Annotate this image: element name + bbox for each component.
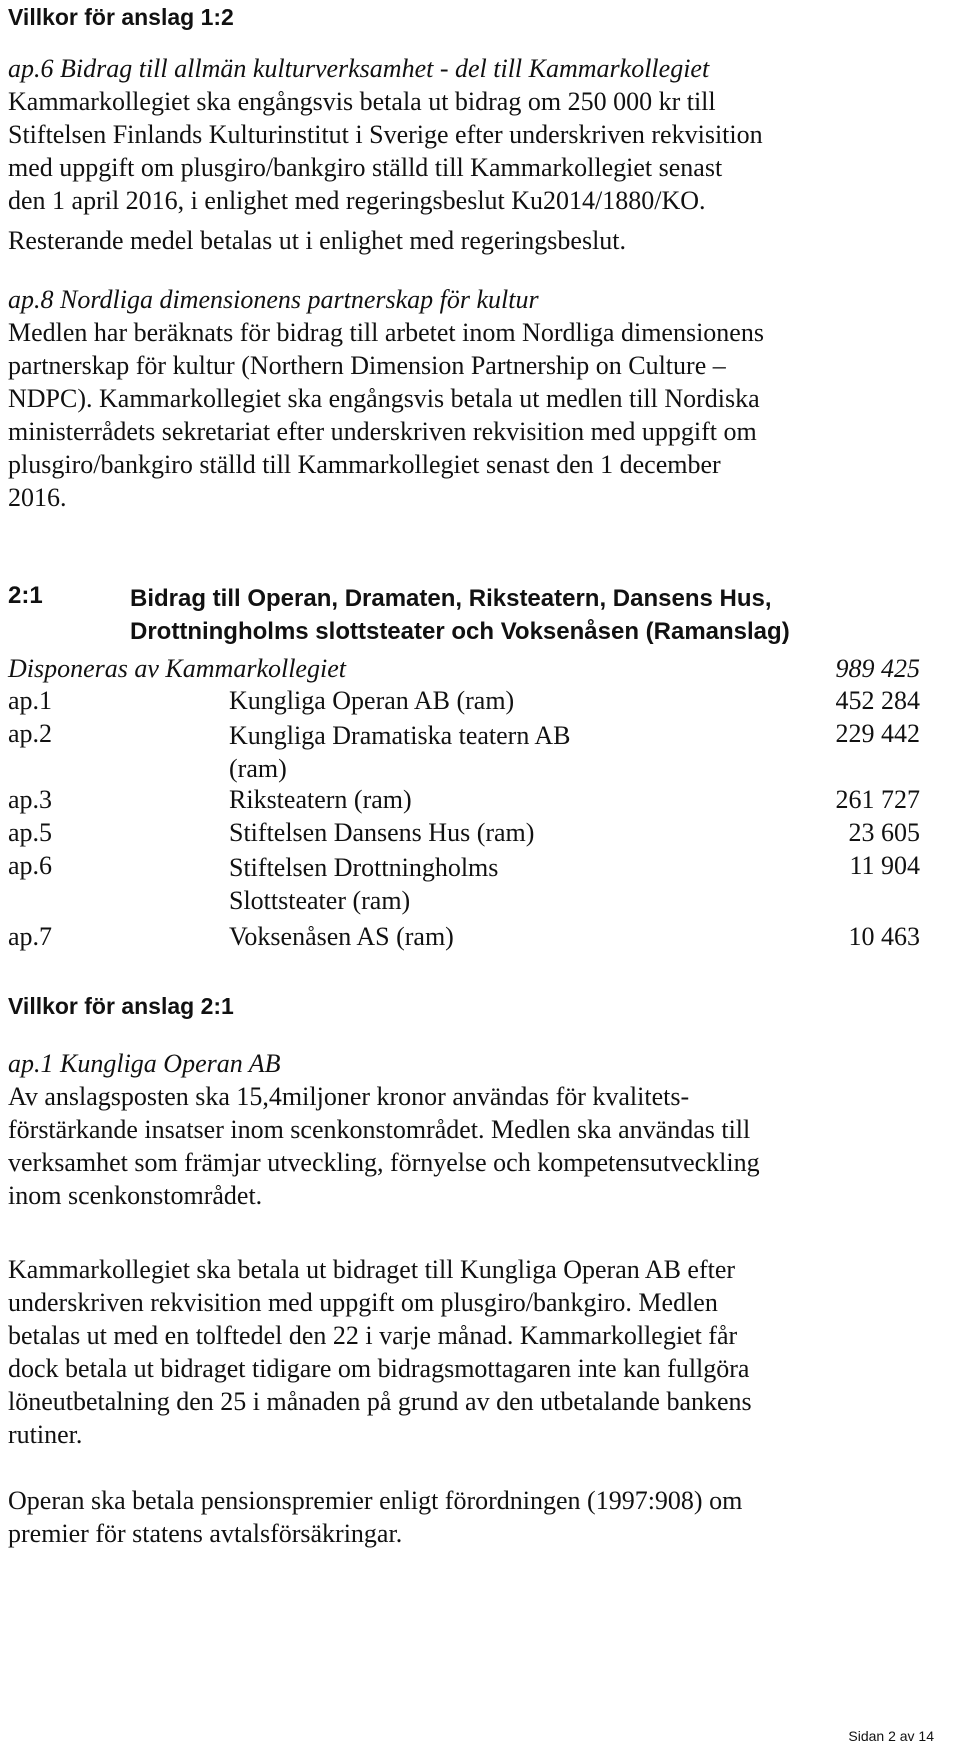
table-row: [8, 785, 920, 819]
row-name: [229, 719, 571, 785]
row-name-line: Stiftelsen Drottningholms: [229, 853, 499, 882]
section-heading-2-1: Villkor för anslag 2:1: [8, 993, 234, 1019]
disposer-label: Disponeras av Kammarkollegiet: [8, 654, 346, 683]
para3-block: [8, 1484, 742, 1550]
ap8-line: Medlen har beräknats för bidrag till arbetet inom Nordliga dimensionens: [8, 318, 764, 347]
table-row: [8, 818, 920, 852]
ap6-line: Kammarkollegiet ska engångsvis betala ut bidrag om 250 000 kr till: [8, 87, 716, 116]
row-code: ap.6: [8, 851, 53, 880]
ap6-line: Stiftelsen Finlands Kulturinstitut i Sverige efter underskriven rekvisition: [8, 120, 763, 149]
ap6-title: ap.6 Bidrag till allmän kulturverksamhet - del till Kammarkollegiet: [8, 54, 710, 83]
table-row: [8, 922, 920, 956]
ap8-title: ap.8 Nordliga dimensionens partnerskap för kultur: [8, 285, 539, 314]
table-row: [8, 851, 920, 917]
para1-line: Av anslagsposten ska 15,4miljoner kronor användas för kvalitets-: [8, 1082, 690, 1111]
row-name: Riksteatern (ram): [229, 785, 412, 814]
ap1-block: [8, 1047, 760, 1212]
row-code: ap.3: [8, 785, 53, 814]
row-name: Voksenåsen AS (ram): [229, 922, 454, 951]
ap8-line: NDPC). Kammarkollegiet ska engångsvis betala ut medlen till Nordiska: [8, 384, 760, 413]
appropriation-title-line: Bidrag till Operan, Dramaten, Riksteatern, Dansens Hus,: [130, 585, 772, 612]
row-name-line: (ram): [229, 754, 287, 783]
page-number: Sidan 2 av 14: [848, 1728, 934, 1744]
appropriation-title: [130, 582, 790, 648]
table-row: [8, 719, 920, 785]
row-code: ap.2: [8, 719, 53, 748]
row-name-line: Kungliga Dramatiska teatern AB: [229, 721, 571, 750]
ap8-line: ministerrådets sekretariat efter underskriven rekvisition med uppgift om: [8, 417, 757, 446]
row-name: [229, 851, 498, 917]
disposer-amount: 989 425: [835, 654, 920, 683]
row-name: Kungliga Operan AB (ram): [229, 686, 515, 715]
row-name: Stiftelsen Dansens Hus (ram): [229, 818, 535, 847]
row-amount: 10 463: [848, 922, 920, 951]
row-amount: 229 442: [835, 719, 920, 748]
para2-block: [8, 1253, 752, 1451]
para1-line: verksamhet som främjar utveckling, förnyelse och kompetensutveckling: [8, 1148, 760, 1177]
ap1-title: ap.1 Kungliga Operan AB: [8, 1049, 281, 1078]
row-code: ap.5: [8, 818, 53, 847]
para1-line: inom scenkonstområdet.: [8, 1181, 263, 1210]
para3-line: premier för statens avtalsförsäkringar.: [8, 1519, 403, 1548]
row-amount: 23 605: [848, 818, 920, 847]
disposer-row: [8, 654, 920, 688]
row-amount: 452 284: [835, 686, 920, 715]
para2-line: dock betala ut bidraget tidigare om bidragsmottagaren inte kan fullgöra: [8, 1354, 750, 1383]
para2-line: betalas ut med en tolftedel den 22 i varje månad. Kammarkollegiet får: [8, 1321, 738, 1350]
ap8-line: partnerskap för kultur (Northern Dimension Partnership on Culture –: [8, 351, 726, 380]
row-name-line: Slottsteater (ram): [229, 886, 411, 915]
section-heading-1-2: Villkor för anslag 1:2: [8, 4, 234, 30]
table-row: [8, 686, 920, 720]
row-code: ap.1: [8, 686, 53, 715]
ap6-line: den 1 april 2016, i enlighet med regeringsbeslut Ku2014/1880/KO.: [8, 186, 706, 215]
para2-line: löneutbetalning den 25 i månaden på grund av den utbetalande bankens: [8, 1387, 752, 1416]
appropriation-number: 2:1: [8, 582, 43, 609]
para2-line: underskriven rekvisition med uppgift om plusgiro/bankgiro. Medlen: [8, 1288, 718, 1317]
row-amount: 261 727: [835, 785, 920, 814]
para2-line: Kammarkollegiet ska betala ut bidraget till Kungliga Operan AB efter: [8, 1255, 736, 1284]
para1-line: förstärkande insatser inom scenkonstområdet. Medlen ska användas till: [8, 1115, 751, 1144]
appropriation-title-line: Drottningholms slottsteater och Voksenåsen (Ramanslag): [130, 618, 790, 645]
para2-line: rutiner.: [8, 1420, 83, 1449]
ap8-line: 2016.: [8, 483, 67, 512]
row-code: ap.7: [8, 922, 53, 951]
ap8-block: [8, 283, 764, 514]
row-amount: 11 904: [849, 851, 920, 880]
ap8-line: plusgiro/bankgiro ställd till Kammarkollegiet senast den 1 december: [8, 450, 721, 479]
ap6-line: med uppgift om plusgiro/bankgiro ställd till Kammarkollegiet senast: [8, 153, 723, 182]
ap6-note: Resterande medel betalas ut i enlighet med regeringsbeslut.: [8, 226, 627, 255]
para3-line: Operan ska betala pensionspremier enligt förordningen (1997:908) om: [8, 1486, 743, 1515]
ap6-block: [8, 52, 763, 217]
